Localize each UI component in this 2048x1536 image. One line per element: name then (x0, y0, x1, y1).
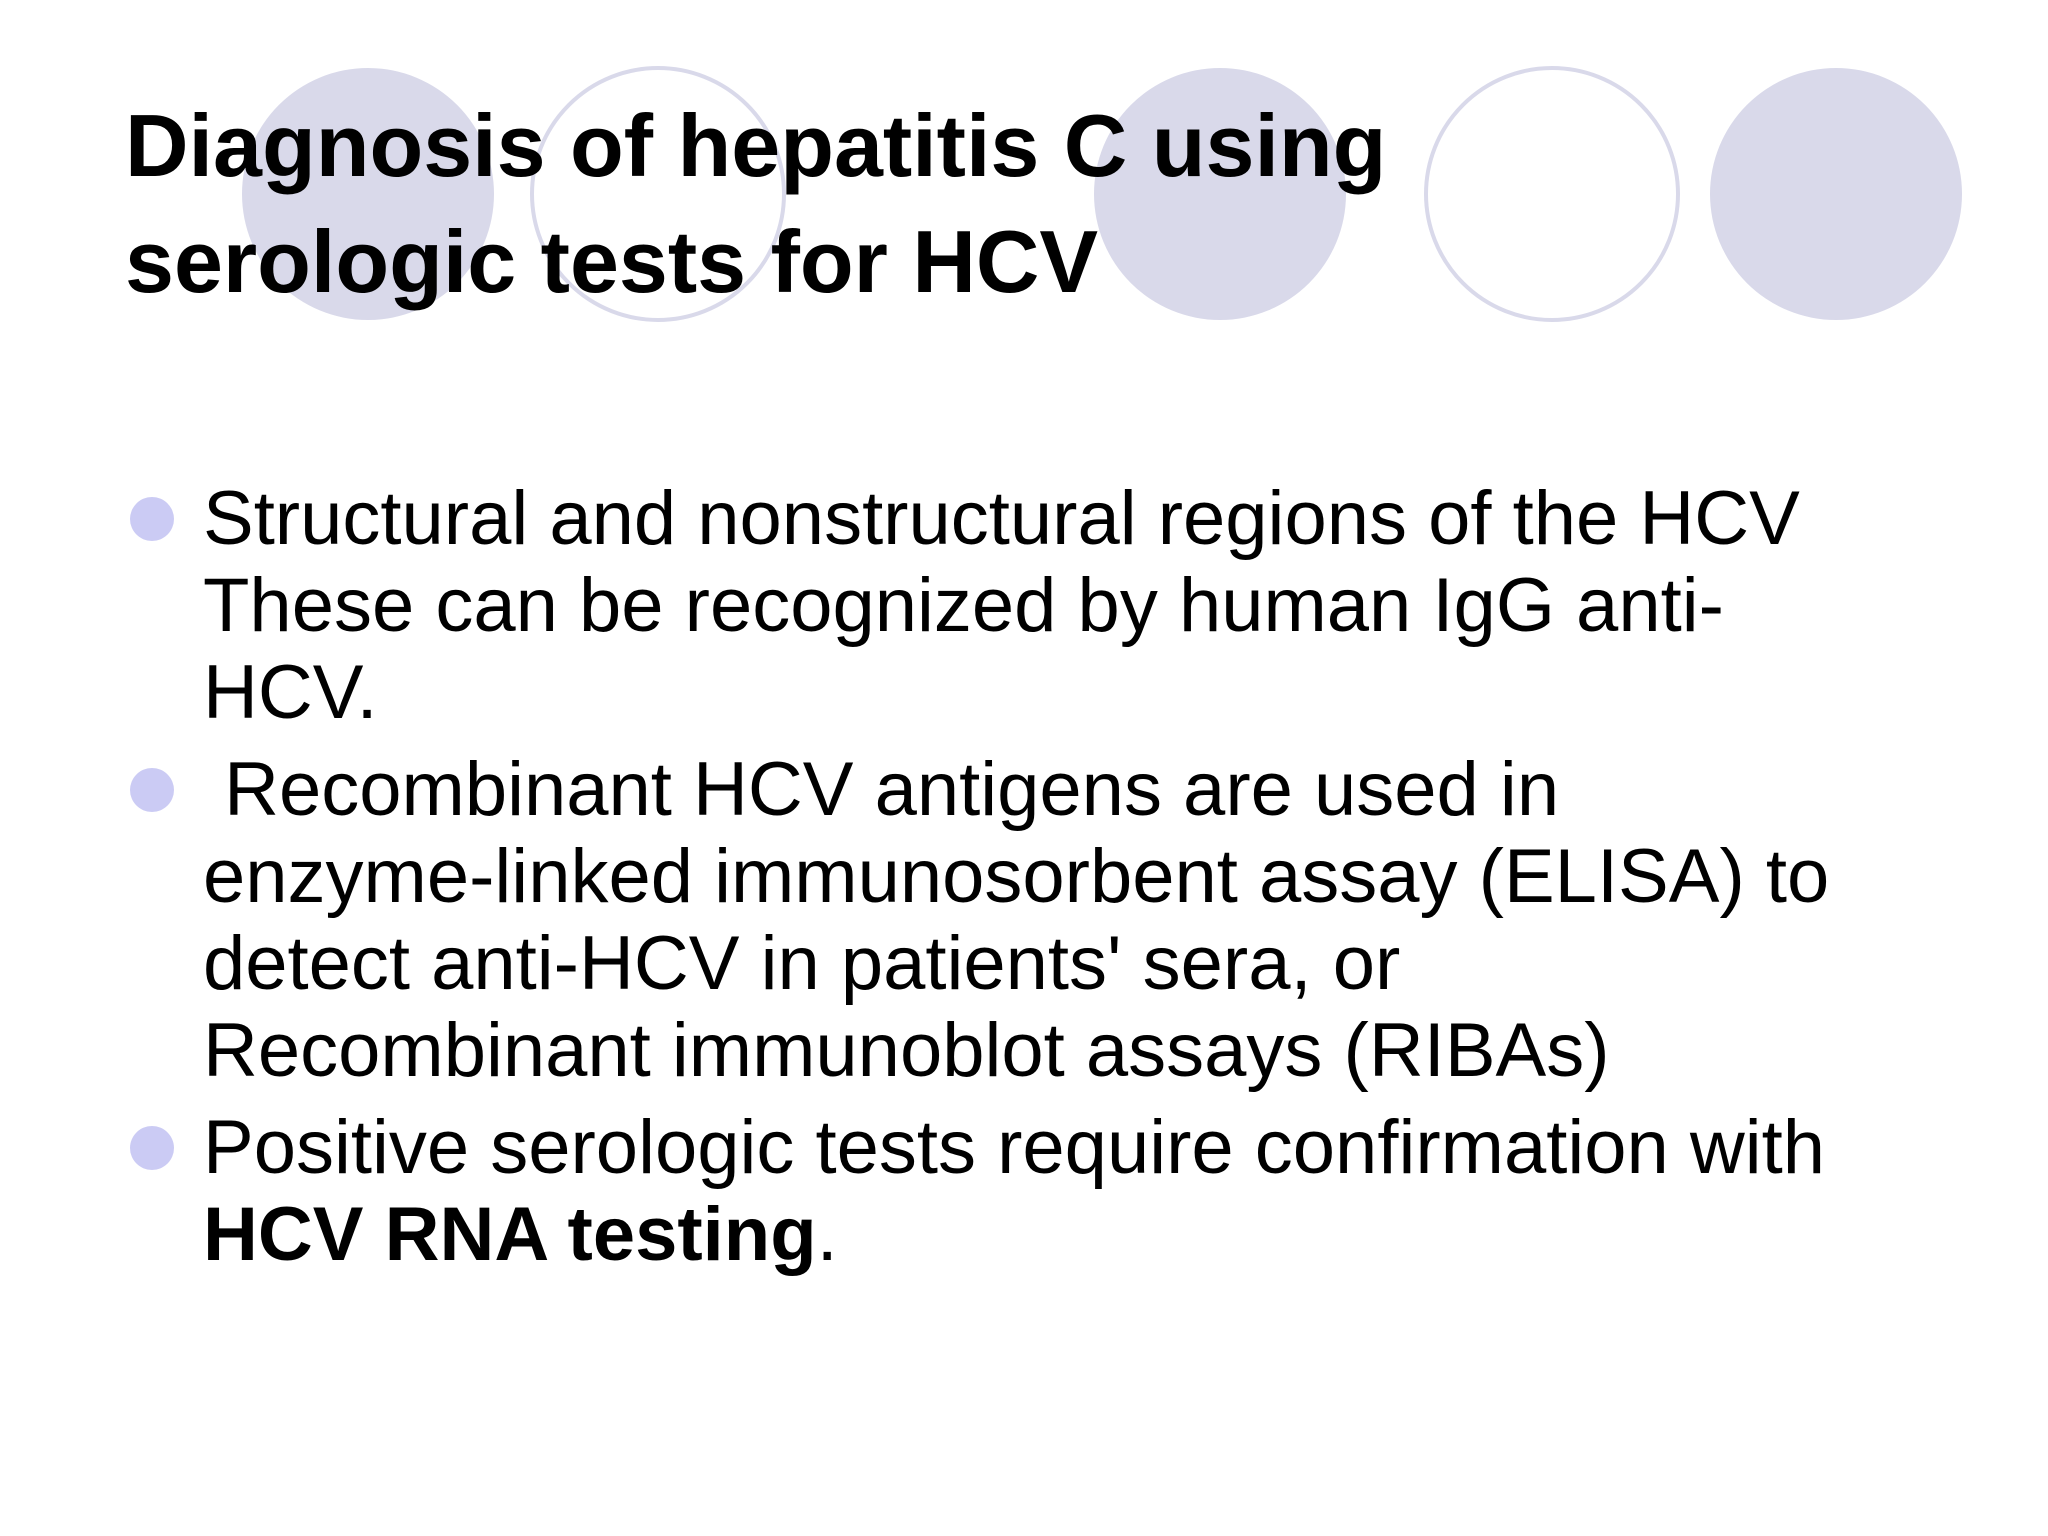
bullet-3-tail: . (816, 1192, 838, 1277)
bullet-2-line-1: Recombinant HCV antigens are used in (203, 747, 1560, 832)
bullet-item-3 (130, 1104, 1930, 1278)
bullet-2-line-2: enzyme-linked immunosorbent assay (ELISA) to (203, 834, 1830, 919)
bullet-2-line-4: Recombinant immunoblot assays (RIBAs) (203, 1008, 1610, 1093)
bullet-dot-icon (130, 768, 174, 812)
title-line-1: Diagnosis of hepatitis C using (125, 96, 1387, 195)
bullet-1-line-3: HCV. (203, 650, 378, 735)
bullet-3-line-1: Positive serologic tests require confirmation with (203, 1105, 1826, 1190)
bullet-dot-icon (130, 497, 174, 541)
bullet-1-line-2: These can be recognized by human IgG anti- (203, 563, 1724, 648)
bullet-list (130, 475, 1930, 1288)
slide-title (125, 88, 1825, 320)
bullet-3-line-2 (203, 1191, 1930, 1278)
bullet-1-line-1: Structural and nonstructural regions of the HCV (203, 476, 1800, 561)
bullet-dot-icon (130, 1126, 174, 1170)
bullet-item-1 (130, 475, 1930, 736)
bullet-2-line-3: detect anti-HCV in patients' sera, or (203, 921, 1401, 1006)
title-line-2: serologic tests for HCV (125, 212, 1099, 311)
bullet-item-2 (130, 746, 1930, 1094)
bullet-3-emphasis: HCV RNA testing (203, 1192, 817, 1277)
